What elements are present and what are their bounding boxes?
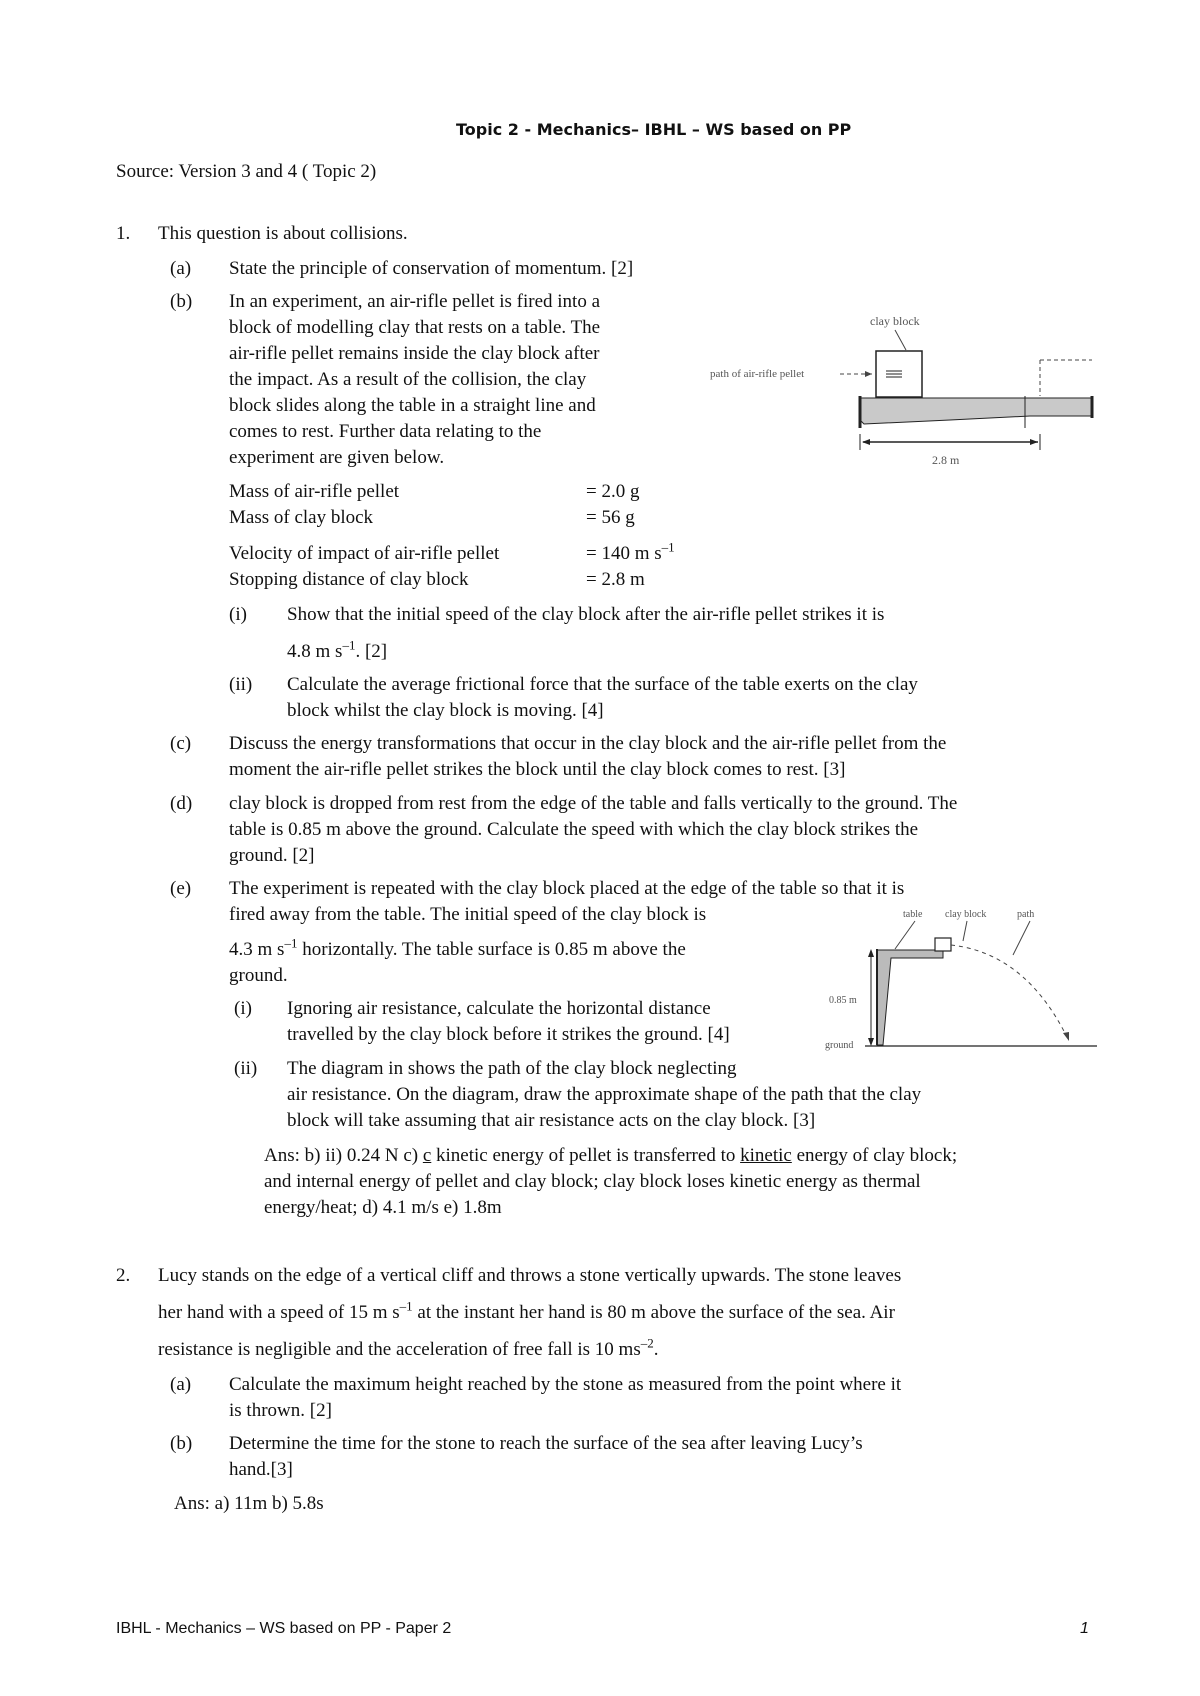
- q1bii-line2: block whilst the clay block is moving. [4]: [287, 700, 604, 721]
- table-surface: [860, 398, 1092, 424]
- q1c-line1: Discuss the energy transformations that occur in the clay block and the air-rifle pellet from the: [229, 733, 947, 754]
- clay-block-table-diagram: [700, 300, 1100, 470]
- q1-intro: This question is about collisions.: [158, 223, 408, 244]
- data-name-stopping-distance: Stopping distance of clay block: [229, 569, 469, 590]
- q1c-line2: moment the air-rifle pellet strikes the block until the clay block comes to rest. [3]: [229, 759, 846, 780]
- q1b-line: block of modelling clay that rests on a table. The: [229, 317, 601, 338]
- q2-number: 2.: [116, 1265, 131, 1286]
- q1e-line1: The experiment is repeated with the clay block placed at the edge of the table so that it is: [229, 878, 905, 899]
- q1a-label: (a): [170, 258, 192, 279]
- q1bii-line1: Calculate the average frictional force that the surface of the table exerts on the clay: [287, 674, 918, 695]
- data-value-impact-velocity: = 140 m $s^{-1}$: [586, 539, 675, 564]
- q1d-label: (d): [170, 793, 193, 814]
- data-value-block-mass: = 56 g: [586, 507, 635, 528]
- q1d-line1: clay block is dropped from rest from the edge of the table and falls vertically to the ground. The: [229, 793, 958, 814]
- q1b-line: air-rifle pellet remains inside the clay block after: [229, 343, 600, 364]
- q2a-label: (a): [170, 1374, 192, 1395]
- q1e-line3: 4.3 m $s^{-1}$ horizontally. The table surface is 0.85 m above the: [229, 935, 686, 960]
- footer-text: IBHL - Mechanics – WS based on PP - Paper 2: [116, 1620, 452, 1637]
- data-value-pellet-mass: = 2.0 g: [586, 481, 640, 502]
- q1a-text: State the principle of conservation of momentum. [2]: [229, 258, 634, 279]
- source-line: Source: Version 3 and 4 ( Topic 2): [116, 161, 377, 182]
- q2-line2: her hand with a speed of 15 m $s^{-1}$ at the instant her hand is 80 m above the surface of the sea. Air: [158, 1298, 895, 1323]
- q2b-line1: Determine the time for the stone to reach the surface of the sea after leaving Lucy’s: [229, 1433, 863, 1454]
- data-name-pellet-mass: Mass of air-rifle pellet: [229, 481, 400, 502]
- q1b-label: (b): [170, 291, 193, 312]
- label-pellet-path: path of air-rifle pellet: [710, 368, 805, 380]
- projectile-diagram: [825, 905, 1100, 1055]
- q1eii-label: (ii): [234, 1058, 258, 1079]
- page-number: 1: [1080, 1620, 1089, 1637]
- q1b-line: In an experiment, an air-rifle pellet is fired into a: [229, 291, 601, 312]
- q1-answers-line2: and internal energy of pellet and clay block; clay block loses kinetic energy as thermal: [264, 1171, 921, 1192]
- q1bi-line2: 4.8 m $s^{-1}$. [2]: [287, 637, 388, 662]
- data-name-block-mass: Mass of clay block: [229, 507, 374, 528]
- q1bi-line1: Show that the initial speed of the clay block after the air-rifle pellet strikes it is: [287, 604, 885, 625]
- q1b-line: comes to rest. Further data relating to the: [229, 421, 542, 442]
- q1ei-line2: travelled by the clay block before it strikes the ground. [4]: [287, 1024, 730, 1045]
- data-value-stopping-distance: = 2.8 m: [586, 569, 645, 590]
- q2b-line2: hand.[3]: [229, 1459, 293, 1480]
- q1bii-label: (ii): [229, 674, 253, 695]
- data-name-impact-velocity: Velocity of impact of air-rifle pellet: [229, 543, 500, 564]
- q1d-line2: table is 0.85 m above the ground. Calculate the speed with which the clay block strikes the: [229, 819, 919, 840]
- q1ei-label: (i): [234, 998, 252, 1019]
- q1b-line: block slides along the table in a straight line and: [229, 395, 596, 416]
- page-title: Topic 2 - Mechanics– IBHL – WS based on PP: [456, 120, 852, 139]
- q1-number: 1.: [116, 223, 131, 244]
- q1e-label: (e): [170, 878, 192, 899]
- label-table: table: [903, 909, 923, 920]
- label-clay-block-2: clay block: [945, 909, 987, 920]
- clay-block-2: [935, 938, 951, 951]
- label-height: 0.85 m: [829, 995, 857, 1006]
- q1eii-line3: block will take assuming that air resistance acts on the clay block. [3]: [287, 1110, 816, 1131]
- q2-line1: Lucy stands on the edge of a vertical cliff and throws a stone vertically upwards. The stone leaves: [158, 1265, 902, 1286]
- label-ground: ground: [825, 1040, 854, 1051]
- q1e-line2: fired away from the table. The initial speed of the clay block is: [229, 904, 707, 925]
- q1eii-line2: air resistance. On the diagram, draw the approximate shape of the path that the clay: [287, 1084, 922, 1105]
- q1d-line3: ground. [2]: [229, 845, 315, 866]
- q2b-label: (b): [170, 1433, 193, 1454]
- q1c-label: (c): [170, 733, 192, 754]
- q1eii-line1: The diagram in shows the path of the clay block neglecting: [287, 1058, 737, 1079]
- label-clay-block: clay block: [870, 314, 920, 328]
- q2a-line2: is thrown. [2]: [229, 1400, 332, 1421]
- q1b-line: the impact. As a result of the collision, the clay: [229, 369, 587, 390]
- q2a-line1: Calculate the maximum height reached by the stone as measured from the point where it: [229, 1374, 902, 1395]
- q1b-line: experiment are given below.: [229, 447, 445, 468]
- label-distance: 2.8 m: [932, 453, 960, 467]
- q1e-line4: ground.: [229, 965, 288, 986]
- q1bi-label: (i): [229, 604, 247, 625]
- q1-answers-line3: energy/heat; d) 4.1 m/s e) 1.8m: [264, 1197, 502, 1218]
- q1-answers-line1: Ans: b) ii) 0.24 N c) c kinetic energy of pellet is transferred to kinetic energy of clay block;: [264, 1145, 958, 1166]
- label-path: path: [1017, 909, 1035, 920]
- q1ei-line1: Ignoring air resistance, calculate the horizontal distance: [287, 998, 711, 1019]
- q2-answers: Ans: a) 11m b) 5.8s: [174, 1493, 324, 1514]
- table-2: [877, 950, 943, 1045]
- q2-line3: resistance is negligible and the acceleration of free fall is 10 $ms^{-2}$.: [158, 1335, 659, 1360]
